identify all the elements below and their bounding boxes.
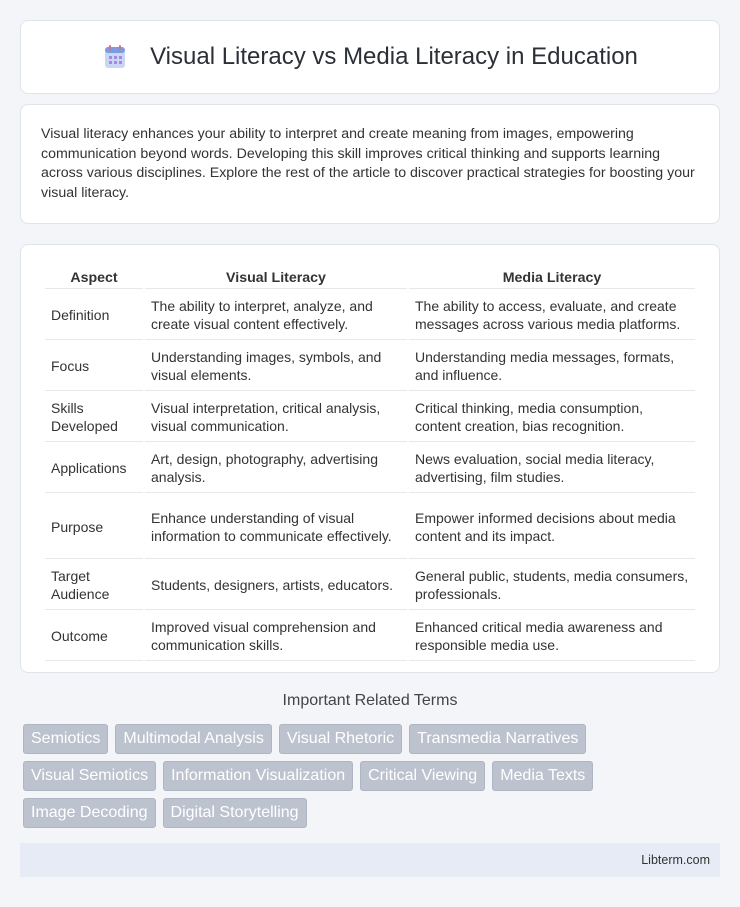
cell-media: General public, students, media consumers, professionals. [409,561,695,610]
cell-media: News evaluation, social media literacy, advertising, film studies. [409,444,695,493]
intro-card [20,104,720,224]
cell-aspect: Skills Developed [45,393,143,442]
document-icon [102,44,128,70]
tag-multimodal-analysis[interactable]: Multimodal Analysis [115,724,272,754]
cell-visual: The ability to interpret, analyze, and create visual content effectively. [145,291,407,340]
cell-media: Understanding media messages, formats, and influence. [409,342,695,391]
cell-visual: Understanding images, symbols, and visual elements. [145,342,407,391]
comparison-table [43,265,697,663]
table-row [45,612,695,661]
table-row [45,444,695,493]
comparison-table-card [20,244,720,673]
tag-digital-storytelling[interactable]: Digital Storytelling [163,798,307,828]
tag-semiotics[interactable]: Semiotics [23,724,108,754]
table-header-row [45,267,695,289]
cell-media: Enhanced critical media awareness and responsible media use. [409,612,695,661]
intro-text: Visual literacy enhances your ability to interpret and create meaning from images, empowering communication beyond words. Developing this skill improves critical thinking and supports learning across various disciplines. Explore the rest of the article to discover practical strategies for boosting your visual literacy. [41,126,695,201]
footer-site-link[interactable]: Libterm.com [641,853,710,867]
table-row [45,495,695,559]
cell-media: Critical thinking, media consumption, content creation, bias recognition. [409,393,695,442]
related-terms-title: Important Related Terms [282,692,458,709]
column-header-aspect: Aspect [45,267,143,289]
column-header-media-literacy: Media Literacy [409,267,695,289]
tag-critical-viewing[interactable]: Critical Viewing [360,761,485,791]
tag-visual-semiotics[interactable]: Visual Semiotics [23,761,156,791]
cell-aspect: Target Audience [45,561,143,610]
cell-aspect: Definition [45,291,143,340]
footer [20,843,720,877]
tag-visual-rhetoric[interactable]: Visual Rhetoric [279,724,402,754]
column-header-visual-literacy: Visual Literacy [145,267,407,289]
cell-visual: Students, designers, artists, educators. [145,561,407,610]
cell-aspect: Purpose [45,495,143,559]
tag-transmedia-narratives[interactable]: Transmedia Narratives [409,724,586,754]
tag-media-texts[interactable]: Media Texts [492,761,593,791]
related-terms-section [20,692,720,828]
tag-information-visualization[interactable]: Information Visualization [163,761,353,791]
page-title: Visual Literacy vs Media Literacy in Education [150,43,638,70]
cell-visual: Improved visual comprehension and communication skills. [145,612,407,661]
table-row [45,291,695,340]
tag-image-decoding[interactable]: Image Decoding [23,798,156,828]
table-row [45,393,695,442]
header-card [20,20,720,94]
cell-visual: Art, design, photography, advertising analysis. [145,444,407,493]
cell-aspect: Applications [45,444,143,493]
cell-aspect: Focus [45,342,143,391]
cell-visual: Enhance understanding of visual information to communicate effectively. [145,495,407,559]
cell-media: The ability to access, evaluate, and create messages across various media platforms. [409,291,695,340]
table-row [45,561,695,610]
cell-visual: Visual interpretation, critical analysis, visual communication. [145,393,407,442]
cell-aspect: Outcome [45,612,143,661]
cell-media: Empower informed decisions about media content and its impact. [409,495,695,559]
table-row [45,342,695,391]
related-terms-list [20,724,720,828]
